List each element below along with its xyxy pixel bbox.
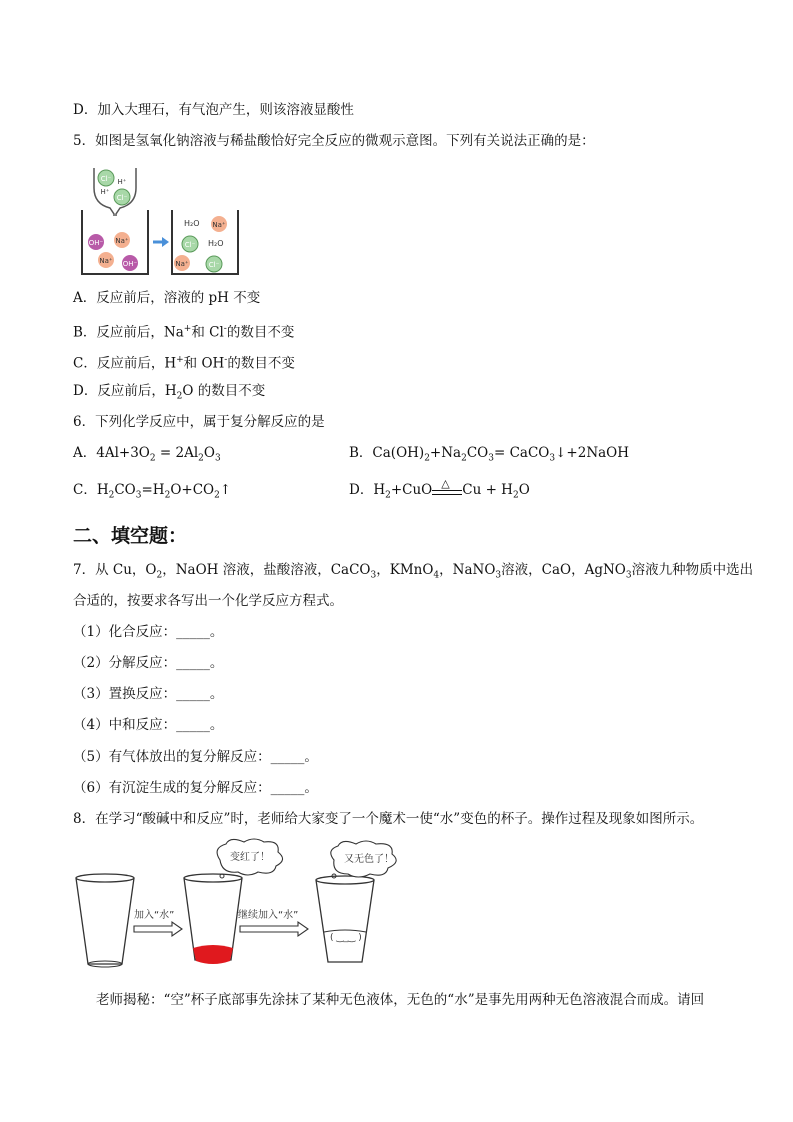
left-ion-na-2-label: Na⁺ — [99, 257, 113, 265]
cup-colorless — [316, 880, 374, 962]
q4-option-d: D．加入大理石，有气泡产生，则该溶液显酸性 — [73, 102, 354, 118]
q8-reveal: 老师揭秘：“空”杯子底部事先涂抹了某种无色液体，无色的“水”是事先用两种无色溶液混合而成。请回 — [96, 992, 705, 1008]
cup-colorless-rim — [316, 876, 374, 884]
q7-item-1: （1）化合反应：_____。 — [73, 624, 224, 640]
cup-empty — [76, 878, 134, 964]
q6-option-b: B．$Ca(OH)_2+Na_2CO_3=$ CaCO$_3$↓+2NaOH — [349, 445, 630, 464]
funnel-ion-h-1-label: H⁺ — [117, 178, 127, 186]
q7-item-3: （3）置换反应：_____。 — [73, 686, 224, 702]
q6-stem: 6．下列化学反应中，属于复分解反应的是 — [73, 414, 325, 430]
q7-stem-line2: 合适的，按要求各写出一个化学反应方程式。 — [73, 593, 343, 609]
left-ion-na-1-label: Na⁺ — [115, 237, 129, 245]
heat-triangle: △ — [441, 476, 450, 490]
q6-option-c: C．$H_2CO_3=H_2O+CO_2↑$ — [73, 482, 232, 501]
q5-option-d: D．反应前后，$H_2O$ 的数目不变 — [73, 383, 266, 402]
q5-stem: 5．如图是氢氧化钠溶液与稀盐酸恰好完全反应的微观示意图。下列有关说法正确的是： — [73, 133, 595, 149]
bubble2-text: 又无色了！ — [344, 854, 394, 865]
face-icon: ( ‿_‿ ) — [330, 933, 362, 943]
q5-diagram — [80, 164, 242, 278]
left-ion-oh-1-label: OH⁻ — [88, 239, 104, 247]
equals-double-line — [432, 490, 462, 495]
right-ion-cl-1-label: Cl⁻ — [184, 241, 196, 249]
bubble1-text: 变红了！ — [230, 852, 270, 863]
right-molecule-h2o-2-label: H₂O — [208, 239, 224, 248]
right-molecule-h2o-1-label: H₂O — [184, 219, 200, 228]
q8-stem: 8．在学习“酸碱中和反应”时，老师给大家变了一个魔术一使“水”变色的杯子。操作过程及现象如图所示。 — [73, 811, 704, 827]
funnel-ion-cl-1-label: Cl⁻ — [100, 175, 112, 183]
q7-item-2: （2）分解反应：_____。 — [73, 655, 224, 671]
cup-empty-rim — [76, 874, 134, 882]
funnel-ion-cl-2-label: Cl⁻ — [116, 194, 128, 202]
arrow2-label: 继续加入“水” — [238, 910, 299, 921]
section-title: 二、填空题： — [73, 525, 188, 547]
q6-option-d: D．$H_2+CuO$ △ $Cu + H_2O$ — [349, 476, 530, 501]
left-ion-oh-2-label: OH⁻ — [122, 260, 138, 268]
right-ion-na-1-label: Na⁺ — [212, 221, 226, 229]
heat-condition — [432, 476, 462, 498]
reaction-arrow-head — [162, 237, 169, 247]
arrow1 — [134, 922, 182, 936]
q5-option-c: C．反应前后，H+和 OH-的数目不变 — [73, 355, 295, 372]
red-liquid — [193, 945, 233, 964]
liquid-surface — [324, 930, 366, 932]
arrow2 — [240, 922, 308, 936]
q6-option-a: A．$4Al+3O_2 = 2Al_2O_3$ — [73, 445, 221, 464]
arrow1-label: 加入“水” — [134, 910, 175, 921]
right-ion-na-2-label: Na⁺ — [175, 260, 189, 268]
cup-red-rim — [184, 874, 242, 882]
q7-stem-line1: 7．从 Cu，$O_2$，NaOH 溶液，盐酸溶液，CaCO$_3$，KMnO$_4$，NaNO$_3$溶液，CaO，AgNO$_3$溶液九种物质中选出 — [73, 562, 754, 581]
q7-item-5: （5）有气体放出的复分解反应：_____。 — [73, 749, 318, 765]
q5-option-a: A．反应前后，溶液的 pH 不变 — [73, 290, 261, 306]
funnel-ion-h-2-label: H⁺ — [100, 188, 110, 196]
right-ion-cl-2-label: Cl⁻ — [208, 261, 220, 269]
q8-diagram — [72, 838, 422, 970]
q7-item-4: （4）中和反应：_____。 — [73, 717, 224, 733]
q7-item-6: （6）有沉淀生成的复分解反应：_____。 — [73, 780, 318, 796]
q5-option-b: B．反应前后，Na+和 Cl-的数目不变 — [73, 324, 295, 341]
